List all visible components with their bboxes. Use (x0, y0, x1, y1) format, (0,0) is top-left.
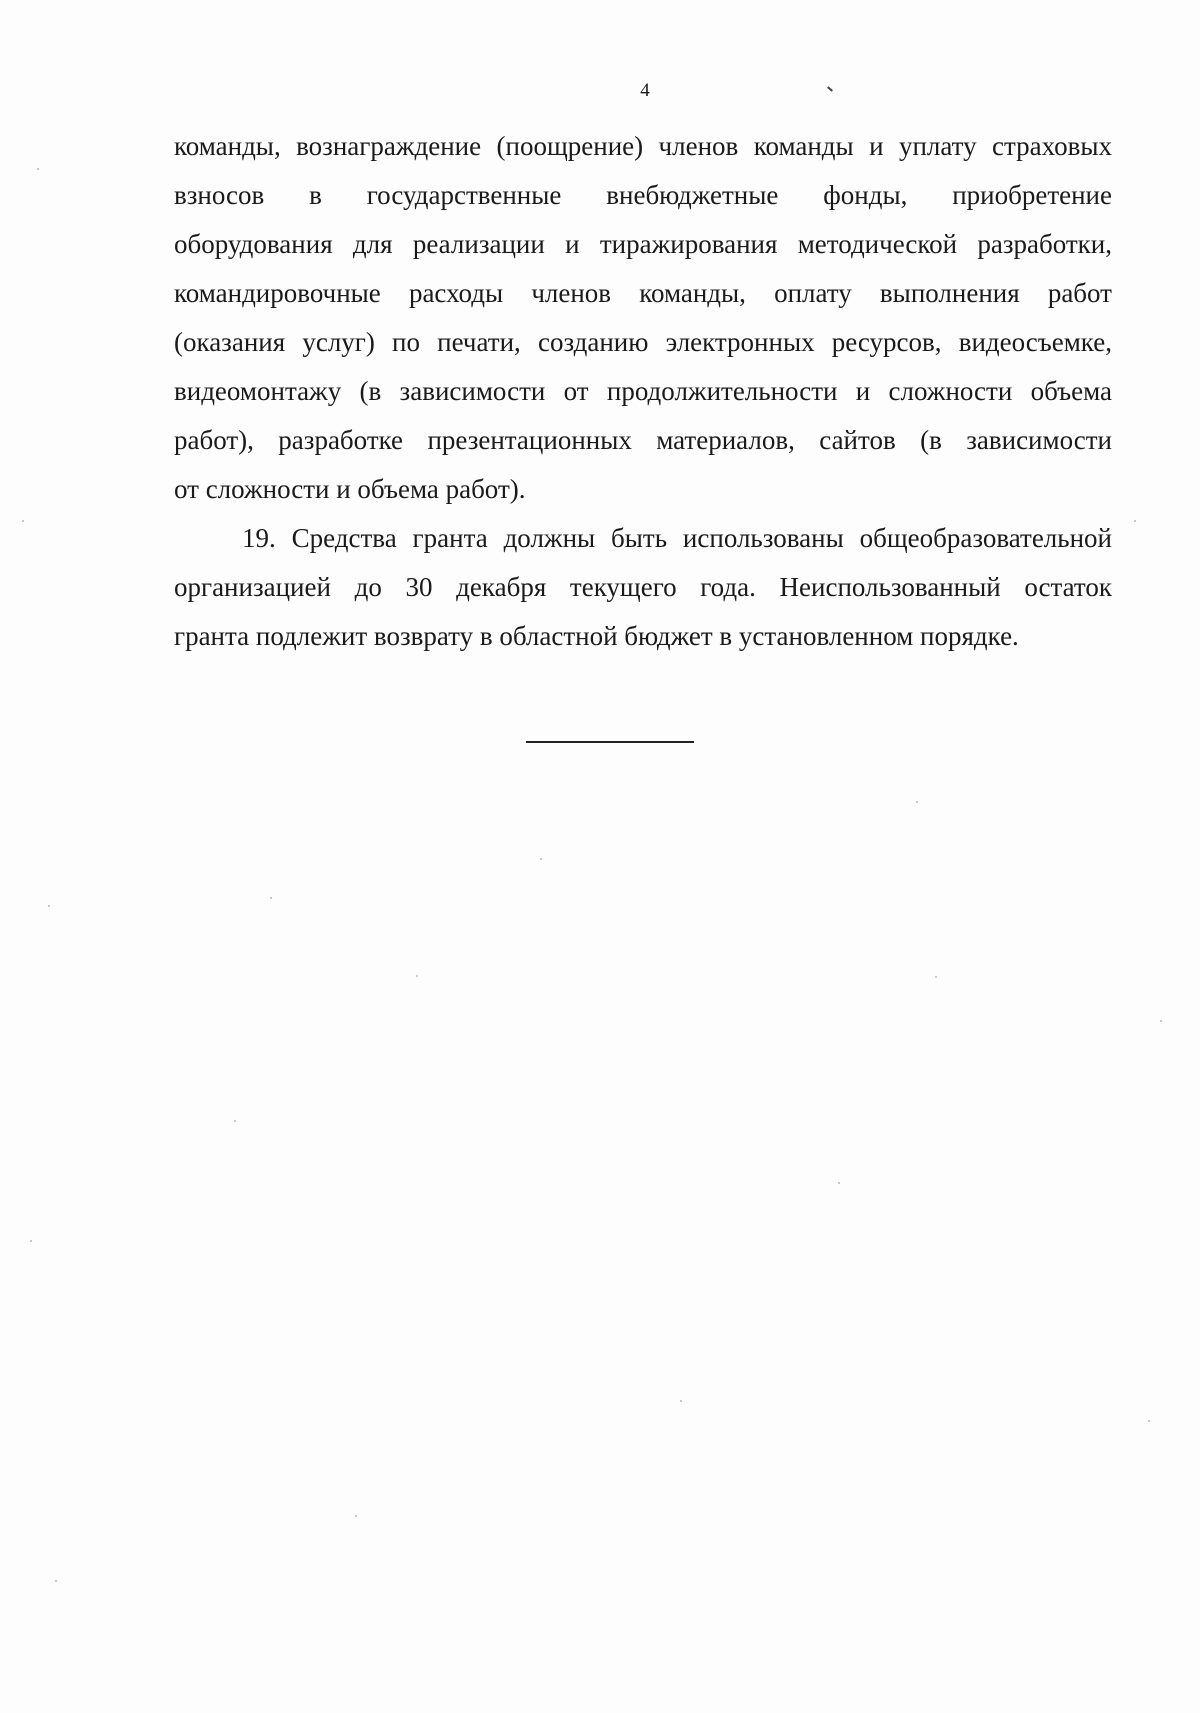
scan-speck (1148, 1420, 1150, 1422)
scan-speck (935, 976, 937, 978)
text-line: взносов в государственные внебюджетные фонды, приобретение (174, 180, 1112, 210)
scan-speck (270, 897, 272, 899)
scan-speck (540, 858, 542, 860)
text-line: гранта подлежит возврату в областной бюджет в установленном порядке. (174, 621, 1019, 651)
end-of-document-rule (526, 741, 694, 743)
scan-speck (55, 1580, 57, 1582)
paragraph-continuation (174, 122, 1112, 514)
text-line: от сложности и объема работ). (174, 474, 526, 504)
text-line: работ), разработке презентационных материалов, сайтов (в зависимости (174, 425, 1112, 455)
scan-speck (416, 975, 418, 977)
scan-speck (48, 905, 50, 907)
text-line: организацией до 30 декабря текущего года. Неиспользованный остаток (174, 572, 1112, 602)
scan-speck (37, 168, 39, 170)
scan-speck (1134, 520, 1136, 522)
paragraph-19 (174, 514, 1112, 661)
document-body (174, 122, 1112, 661)
scan-speck (22, 520, 24, 522)
scan-speck (838, 1182, 840, 1184)
scan-speck (1160, 1020, 1162, 1022)
text-line: видеомонтажу (в зависимости от продолжительности и сложности объема (174, 376, 1112, 406)
text-line: команды, вознаграждение (поощрение) членов команды и уплату страховых (174, 131, 1112, 161)
scan-speck (355, 1515, 357, 1517)
text-line: 19. Средства гранта должны быть использованы общеобразовательной (242, 523, 1112, 553)
scan-speck (680, 1400, 682, 1402)
text-line: (оказания услуг) по печати, созданию электронных ресурсов, видеосъемке, (174, 327, 1112, 357)
page-number: 4 (640, 80, 650, 101)
scan-speck (234, 1120, 236, 1122)
scan-speck (30, 1240, 32, 1242)
text-line: командировочные расходы членов команды, оплату выполнения работ (174, 278, 1112, 308)
text-line: оборудования для реализации и тиражирования методической разработки, (174, 229, 1112, 259)
scan-speck (916, 801, 918, 803)
